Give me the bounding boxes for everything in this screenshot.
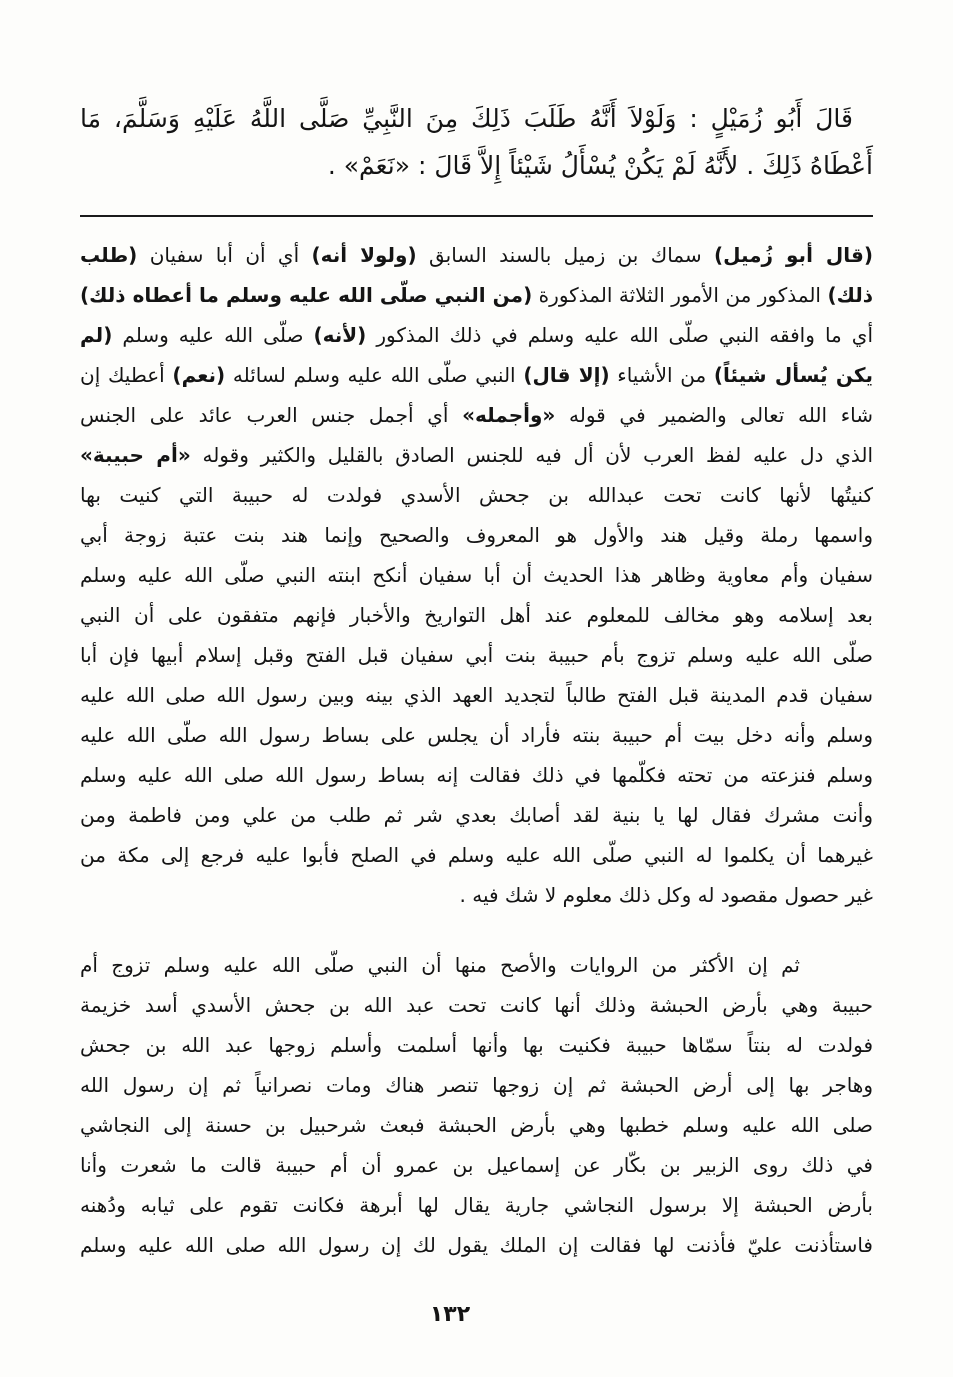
- text-line: [80, 555, 873, 595]
- text-line: [80, 795, 873, 835]
- text-segment: غيرهما أن يكلموا له النبي صلّى الله عليه وسلم في الصلح فأبوا عليه فرجع إلى مكة من: [80, 843, 873, 867]
- bold-text-segment: (ولولا أنه): [311, 243, 417, 267]
- text-segment: أعطيك إن: [80, 363, 173, 387]
- text-segment: سماك بن زميل بالسند السابق: [416, 243, 714, 267]
- bold-text-segment: «أم حبيبة»: [80, 443, 191, 467]
- text-segment: من الأشياء: [609, 363, 714, 387]
- text-segment: فولدت له بنتاً سمّاها حبيبة فكنيت بها وأنها أسلمت وأسلم زوجها عبد الله بن جحش: [80, 1033, 873, 1057]
- text-line: [80, 835, 873, 875]
- text-segment: وأنت مشرك فقال لها يا بنية لقد أصابك بعدي شر ثم طلب من علي ومن فاطمة ومن: [80, 803, 873, 827]
- text-segment: أي أن أبا سفيان: [137, 243, 312, 267]
- text-segment: صلّى الله عليه وسلم تزوج بأم حبيبة بنت أبي سفيان قبل الفتح وقبل إسلام أبيها فإن أبا: [80, 643, 873, 667]
- bold-text-segment: (نعم): [172, 363, 226, 387]
- page-number: ١٣٢: [429, 1302, 471, 1327]
- hadith-text: [80, 95, 873, 189]
- text-segment: في ذلك روى الزبير بن بكّار عن إسماعيل بن عمرو أن أم حبيبة قالت ما شعرت وأنا: [80, 1153, 873, 1177]
- text-segment: بأرض الحبشة إلا برسول النجاشي جارية يقال لها أبرهة فكانت تقوم على ثيابه ودُهنه: [80, 1193, 873, 1217]
- bold-text-segment: (طلب: [80, 243, 138, 267]
- text-line: [80, 675, 873, 715]
- text-segment: وسلم فنزعته من تحته فكلّمها في ذلك فقالت إنه بساط رسول الله صلى الله عليه وسلم: [80, 763, 873, 787]
- text-segment: وهاجر بها إلى أرض الحبشة ثم إن زوجها تنصر هناك ومات نصرانياً ثم إن رسول الله: [80, 1073, 873, 1097]
- text-segment: واسمها رملة وقيل هند والأول هو المعروف والصحيح وإنما هند بنت عتبة زوجة أبي: [80, 523, 873, 547]
- text-line: [80, 1225, 873, 1265]
- text-line: [80, 715, 873, 755]
- text-segment: بعد إسلامه وهو مخالف للمعلوم عند أهل التواريخ والأخبار فإنهم متفقون على أن النبي: [80, 603, 873, 627]
- text-line: [80, 1025, 873, 1065]
- text-line: [80, 1065, 873, 1105]
- text-segment: فاستأذنت عليّ فأذنت لها فقالت إن الملك يقول لك إن رسول الله صلى الله عليه وسلم: [80, 1233, 873, 1257]
- bold-text-segment: «وأجمله»: [462, 403, 556, 427]
- commentary-paragraph: [80, 235, 873, 915]
- text-segment: صلّى الله عليه وسلم: [112, 323, 314, 347]
- footnote-separator: [80, 215, 873, 217]
- text-segment: شاء الله تعالى والضمير في قوله: [555, 403, 873, 427]
- commentary: [80, 235, 873, 1265]
- text-segment: كنيتُها لأنها كانت تحت عبدالله بن جحش الأسدي فولدت له حبيبة التي كنيت بها: [80, 483, 873, 507]
- text-line: [80, 315, 873, 355]
- text-segment: النبي صلّى الله عليه وسلم لسائله: [225, 363, 524, 387]
- text-segment: ثم إن الأكثر من الروايات والأصح منها أن النبي صلّى الله عليه وسلم تزوج أم: [80, 953, 800, 977]
- text-line: [80, 1185, 873, 1225]
- text-line: [80, 275, 873, 315]
- bold-text-segment: (قال أبو زُميل): [714, 243, 873, 267]
- bold-text-segment: (لم: [80, 323, 113, 347]
- text-line: [80, 235, 873, 275]
- text-line: [80, 1105, 873, 1145]
- text-line: [80, 515, 873, 555]
- text-segment: المذكور من الأمور الثلاثة المذكورة: [532, 283, 828, 307]
- text-line: [80, 1145, 873, 1185]
- bold-text-segment: (من النبي صلّى الله عليه وسلم ما أعطاه ذلك): [80, 283, 533, 307]
- text-segment: حبيبة وهي بأرض الحبشة وذلك أنها كانت تحت عبد الله بن جحش الأسدي أسد خزيمة: [80, 993, 873, 1017]
- text-line: [80, 945, 873, 985]
- text-segment: سفيان وأم معاوية وظاهر هذا الحديث أن أبا سفيان أنكح ابنته النبي صلّى الله عليه وسلم: [80, 563, 873, 587]
- text-line: [80, 755, 873, 795]
- text-line: [80, 395, 873, 435]
- text-segment: أي أجمل جنس العرب عائد على الجنس: [80, 403, 463, 427]
- hadith-line: أَعْطَاهُ ذَلِكَ . لأَنَّهُ لَمْ يَكُنْ يُسْأَلُ شَيْئاً إِلاَّ قَالَ : «نَعَمْ» .: [327, 151, 873, 180]
- text-line: [80, 635, 873, 675]
- text-segment: سفيان قدم المدينة قبل الفتح طالباً لتجديد العهد الذي بينه وبين رسول الله صلى الله عليه: [80, 683, 873, 707]
- hadith-line: قَالَ أَبُو زُمَيْلٍ : وَلَوْلاَ أَنَّهُ طَلَبَ ذَلِكَ مِنَ النَّبِيِّ صَلَّى اللَّهُ عَلَيْهِ وَسَلَّمَ، مَا: [80, 104, 853, 133]
- bold-text-segment: ذلك): [827, 283, 873, 307]
- text-segment: غير حصول مقصود له وكل ذلك معلوم لا شك فيه .: [459, 883, 873, 907]
- bold-text-segment: (لأنه): [313, 323, 367, 347]
- text-line: [80, 595, 873, 635]
- text-line: [80, 875, 873, 915]
- text-line: [80, 475, 873, 515]
- bold-text-segment: (إلا قال): [523, 363, 610, 387]
- bold-text-segment: يكن يُسأل شيئاً): [713, 363, 874, 387]
- text-line: [80, 355, 873, 395]
- text-line: [80, 435, 873, 475]
- text-segment: أي ما وافقه النبي صلّى الله عليه وسلم في ذلك المذكور: [366, 323, 873, 347]
- text-line: [80, 985, 873, 1025]
- text-segment: وسلم وأنه دخل بيت أم حبيبة بنته فأراد أن يجلس على بساط رسول الله صلّى الله عليه: [80, 723, 873, 747]
- text-segment: صلى الله عليه وسلم خطبها وهي بأرض الحبشة فبعث شرحبيل بن حسنة إلى النجاشي: [80, 1113, 873, 1137]
- commentary-paragraph: [80, 945, 873, 1265]
- text-segment: الذي دل عليه لفظ العرب لأن أل فيه للجنس الصادق بالقليل والكثير وقوله: [190, 443, 873, 467]
